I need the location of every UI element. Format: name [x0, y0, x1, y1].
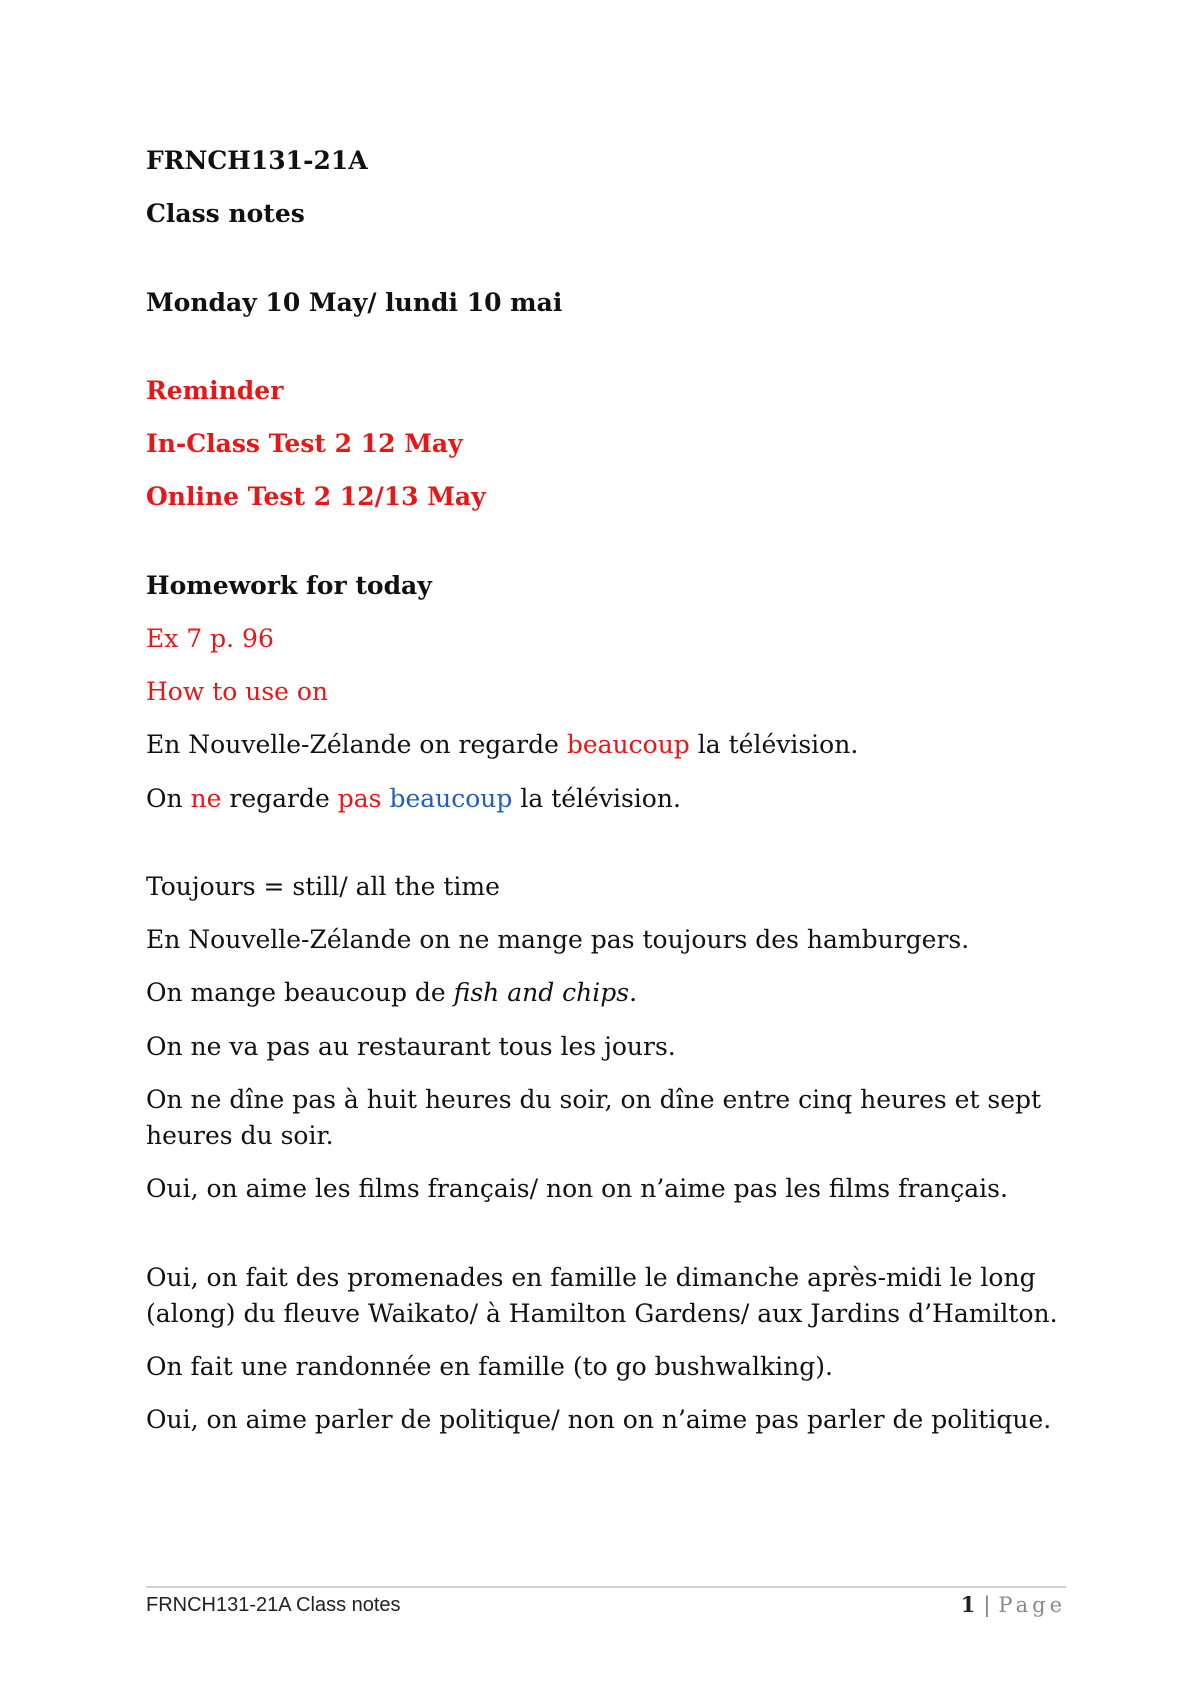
footer-divider	[146, 1586, 1066, 1588]
date-heading: Monday 10 May/ lundi 10 mai	[146, 287, 563, 317]
spacer	[146, 1225, 1066, 1260]
example-text: la télévision.	[512, 783, 681, 813]
footer-separator: |	[983, 1593, 991, 1617]
reminder-heading: Reminder	[146, 375, 284, 405]
homework-exercise: Ex 7 p. 96	[146, 623, 274, 653]
highlight-word-blue: beaucoup	[389, 783, 513, 813]
toujours-definition: Toujours = still/ all the time	[146, 871, 500, 901]
reminder-item: Online Test 2 12/13 May	[146, 482, 486, 512]
spacer	[146, 834, 1066, 869]
note-line: En Nouvelle-Zélande on ne mange pas toujours des hamburgers.	[146, 925, 970, 954]
document-title: Class notes	[146, 199, 305, 229]
footer-title: FRNCH131-21A Class notes	[146, 1594, 401, 1616]
note-line: On ne dîne pas à huit heures du soir, on dîne entre cinq heures et sept heures du soir.	[146, 1084, 1042, 1150]
negation-ne: ne	[190, 783, 222, 813]
spacer	[146, 533, 1066, 568]
page-label: Page	[998, 1593, 1066, 1617]
note-line: Oui, on aime parler de politique/ non on n’aime pas parler de politique.	[146, 1405, 1052, 1435]
homework-topic: How to use on	[146, 677, 329, 706]
example-text: On	[146, 783, 191, 813]
note-line: On fait une randonnée en famille (to go bushwalking).	[146, 1352, 833, 1381]
note-line: On ne va pas au restaurant tous les jours.	[146, 1031, 676, 1061]
homework-heading: Homework for today	[146, 570, 432, 600]
fish-and-chips-line	[146, 975, 1066, 1011]
italic-phrase: fish and chips	[453, 978, 630, 1008]
spacer	[146, 250, 1066, 285]
document-body	[146, 143, 1066, 1456]
example-text: regarde	[221, 783, 338, 813]
spacer	[146, 338, 1066, 373]
note-text: .	[629, 978, 638, 1008]
example-sentence-1	[146, 727, 1066, 763]
negation-pas: pas	[337, 783, 382, 813]
page-number: 1	[960, 1592, 976, 1617]
note-line: Oui, on fait des promenades en famille le dimanche après-midi le long (along) du fleuve Waikato/ à Hamilton Gardens/ aux Jardins d’Hamilton.	[146, 1262, 1058, 1328]
course-code: FRNCH131-21A	[146, 146, 368, 175]
note-text: On mange beaucoup de	[146, 978, 454, 1008]
example-text: En Nouvelle-Zélande on regarde	[146, 730, 567, 760]
note-line: Oui, on aime les films français/ non on n’aime pas les films français.	[146, 1174, 1008, 1204]
example-sentence-2	[146, 781, 1066, 817]
page-number-footer	[961, 1592, 1066, 1617]
example-text: la télévision.	[689, 730, 859, 760]
reminder-item: In-Class Test 2 12 May	[146, 429, 463, 458]
highlight-word: beaucoup	[566, 730, 690, 760]
